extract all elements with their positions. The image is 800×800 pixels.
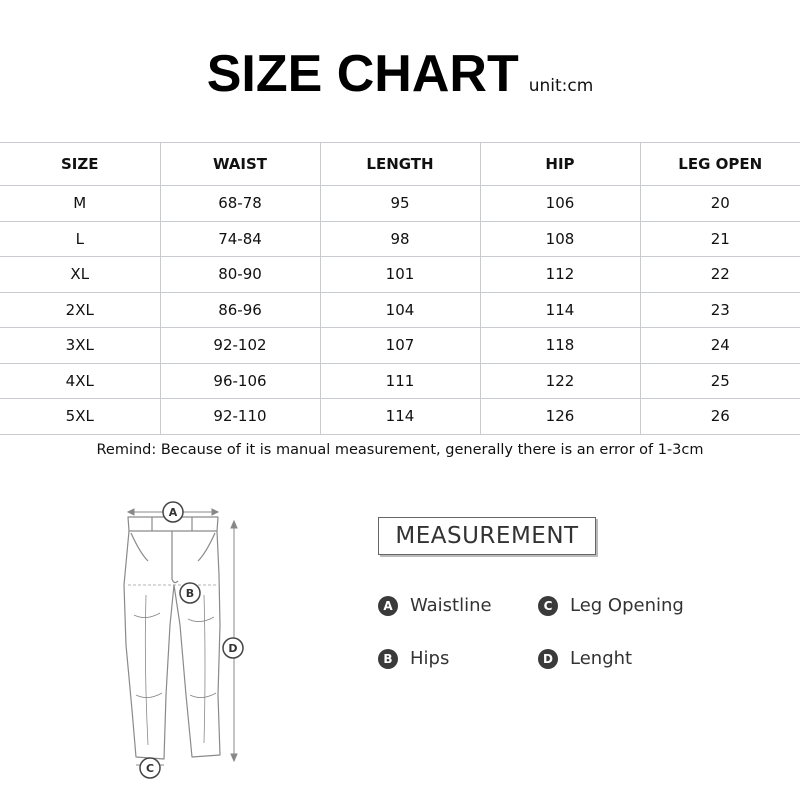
cell-waist: 74-84 (160, 221, 320, 257)
cell-length: 95 (320, 186, 480, 222)
table-row (0, 221, 800, 257)
cell-leg-open: 26 (640, 399, 800, 435)
cell-size: M (0, 186, 160, 222)
cell-size: 5XL (0, 399, 160, 435)
cell-waist: 92-110 (160, 399, 320, 435)
cell-hip: 114 (480, 292, 640, 328)
marker-b (180, 583, 200, 603)
pants-diagram (100, 495, 280, 785)
marker-d (223, 638, 243, 658)
cell-waist: 96-106 (160, 363, 320, 399)
badge-c: C (538, 596, 558, 616)
cell-leg-open: 21 (640, 221, 800, 257)
cell-leg-open: 24 (640, 328, 800, 364)
cell-length: 98 (320, 221, 480, 257)
cell-waist: 80-90 (160, 257, 320, 293)
unit-label: unit:cm (528, 76, 594, 96)
legend-label: Leg Opening (570, 595, 684, 616)
measurement-title: MEASUREMENT (378, 517, 596, 555)
legend-label: Waistline (410, 595, 492, 616)
pants-sketch (124, 517, 220, 759)
svg-text:B: B (185, 587, 195, 600)
page-title: SIZE CHART (206, 45, 519, 103)
legend-item-waistline (378, 595, 492, 616)
legend-label: Hips (410, 648, 450, 669)
cell-size: 4XL (0, 363, 160, 399)
column-header-size: SIZE (0, 143, 160, 186)
cell-length: 111 (320, 363, 480, 399)
cell-length: 114 (320, 399, 480, 435)
table-row (0, 328, 800, 364)
cell-length: 101 (320, 257, 480, 293)
cell-size: XL (0, 257, 160, 293)
svg-text:A: A (168, 506, 178, 519)
cell-leg-open: 23 (640, 292, 800, 328)
cell-waist: 68-78 (160, 186, 320, 222)
marker-c (140, 758, 160, 778)
cell-leg-open: 20 (640, 186, 800, 222)
badge-d: D (538, 649, 558, 669)
cell-hip: 106 (480, 186, 640, 222)
badge-a: A (378, 596, 398, 616)
legend-label: Lenght (570, 648, 633, 669)
cell-leg-open: 22 (640, 257, 800, 293)
cell-leg-open: 25 (640, 363, 800, 399)
badge-b: B (378, 649, 398, 669)
svg-text:C: C (145, 762, 155, 775)
cell-length: 107 (320, 328, 480, 364)
svg-text:D: D (228, 642, 238, 655)
table-row (0, 257, 800, 293)
cell-size: L (0, 221, 160, 257)
column-header-leg-open: LEG OPEN (640, 143, 800, 186)
table-row (0, 399, 800, 435)
table-header-row (0, 143, 800, 186)
cell-hip: 108 (480, 221, 640, 257)
column-header-hip: HIP (480, 143, 640, 186)
table-row (0, 186, 800, 222)
title-block (0, 44, 800, 104)
table-row (0, 292, 800, 328)
cell-length: 104 (320, 292, 480, 328)
size-table (0, 142, 800, 435)
cell-hip: 118 (480, 328, 640, 364)
legend-item-hips (378, 648, 449, 669)
column-header-waist: WAIST (160, 143, 320, 186)
cell-hip: 112 (480, 257, 640, 293)
legend-item-leg-opening (538, 595, 684, 616)
legend-item-length (538, 648, 632, 669)
cell-size: 2XL (0, 292, 160, 328)
remind-note: Remind: Because of it is manual measurement, generally there is an error of 1-3cm (96, 442, 704, 458)
cell-waist: 92-102 (160, 328, 320, 364)
cell-size: 3XL (0, 328, 160, 364)
table-row (0, 363, 800, 399)
cell-hip: 126 (480, 399, 640, 435)
marker-a (163, 502, 183, 522)
cell-waist: 86-96 (160, 292, 320, 328)
column-header-length: LENGTH (320, 143, 480, 186)
cell-hip: 122 (480, 363, 640, 399)
